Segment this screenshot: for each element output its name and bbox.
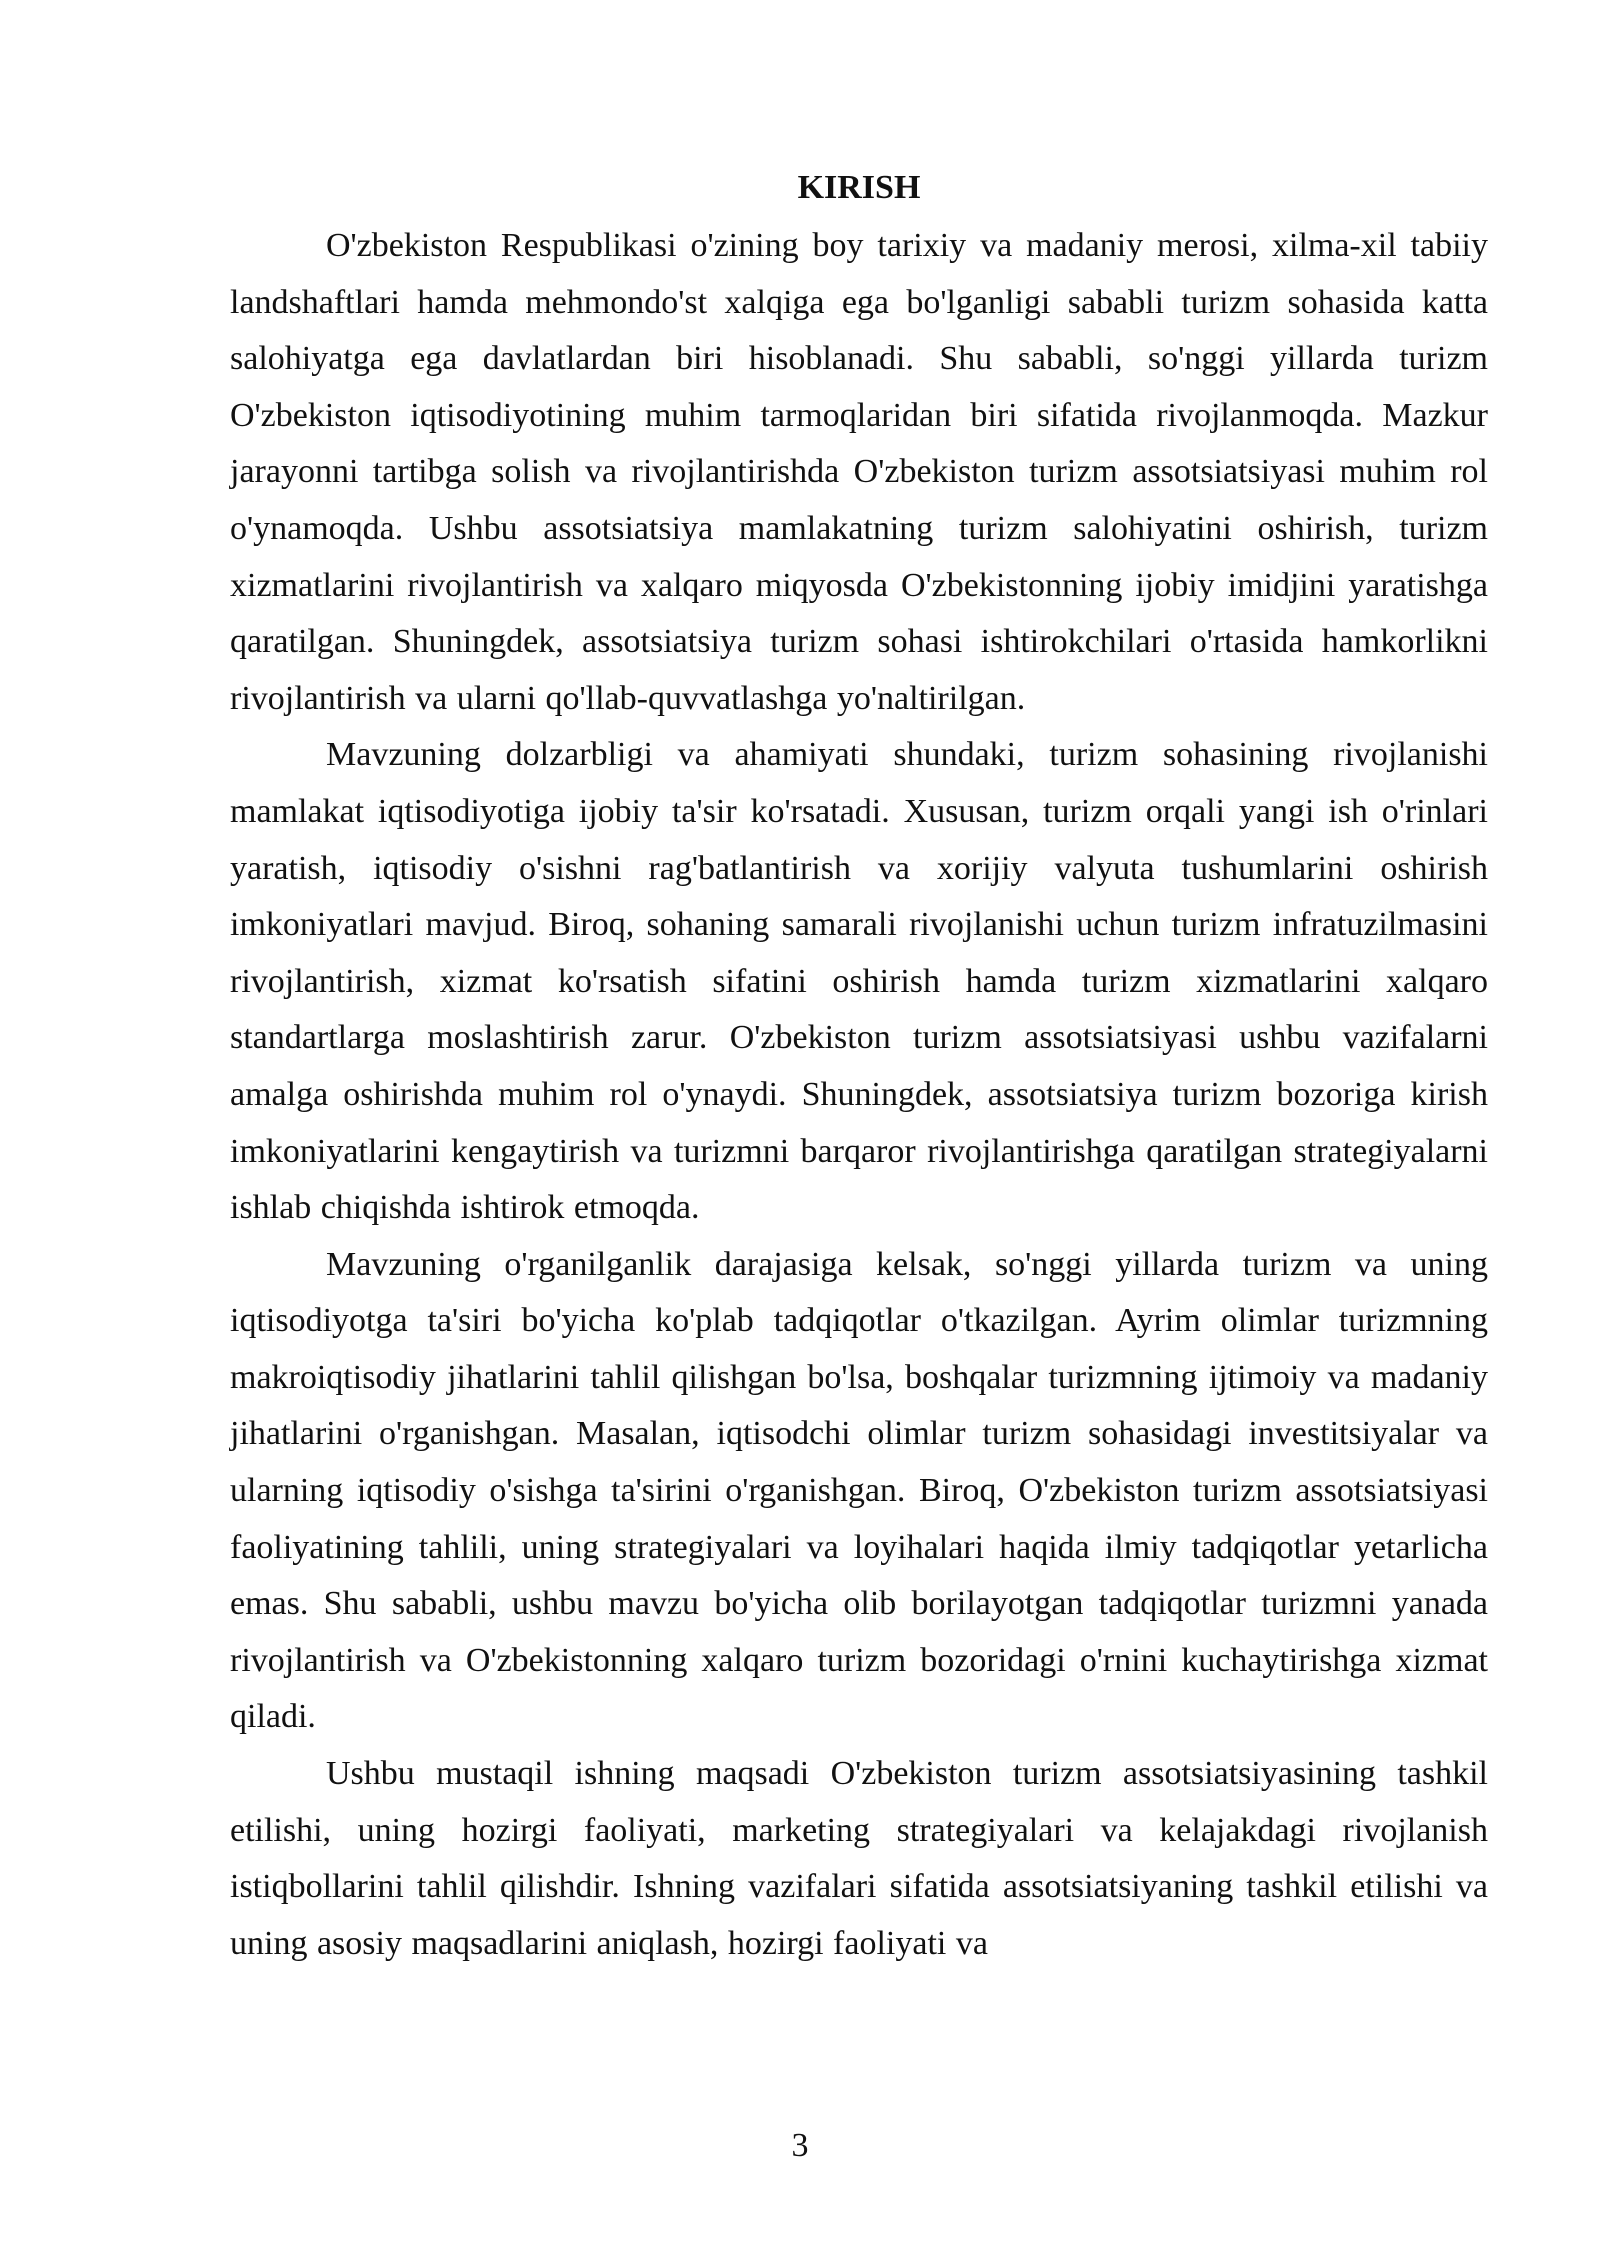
paragraph-goal: Ushbu mustaqil ishning maqsadi O'zbekiston turizm assotsiatsiyasining tashkil etilishi, uning hozirgi faoliyati, marketing strategiyalari va kelajakdagi rivojlanish istiqbollarini tahlil qilishdir. Ishning vazifalari sifatida assotsiatsiyaning tashkil etilishi va uning asosiy maqsadlarini aniqlash, hozirgi faoliyati va (230, 1755, 1488, 1962)
page-number: 3 (791, 2127, 809, 2164)
paragraph-introduction: O'zbekiston Respublikasi o'zining boy tarixiy va madaniy merosi, xilma-xil tabiiy landshaftlari hamda mehmondo'st xalqiga ega bo'lganligi sababli turizm sohasida katta salohiyatga ega davlatlardan biri hisoblanadi. Shu sababli, so'nggi yillarda turizm O'zbekiston iqtisodiyotining muhim tarmoqlaridan biri sifatida rivojlanmoqda. Mazkur jarayonni tartibga solish va rivojlantirishda O'zbekiston turizm assotsiatsiyasi muhim rol o'ynamoqda. Ushbu assotsiatsiya mamlakatning turizm salohiyatini oshirish, turizm xizmatlarini rivojlantirish va xalqaro miqyosda O'zbekistonning ijobiy imidjini yaratishga qaratilgan. Shuningdek, assotsiatsiya turizm sohasi ishtirokchilari o'rtasida hamkorlikni rivojlantirish va ularni qo'llab-quvvatlashga yo'naltirilgan. (230, 227, 1488, 717)
paragraph-study-level: Mavzuning o'rganilganlik darajasiga kelsak, so'nggi yillarda turizm va uning iqtisodiyotga ta'siri bo'yicha ko'plab tadqiqotlar o'tkazilgan. Ayrim olimlar turizmning makroiqtisodiy jihatlarini tahlil qilishgan bo'lsa, boshqalar turizmning ijtimoiy va madaniy jihatlarini o'rganishgan. Masalan, iqtisodchi olimlar turizm sohasidagi investitsiyalar va ularning iqtisodiy o'sishga ta'sirini o'rganishgan. Biroq, O'zbekiston turizm assotsiatsiyasi faoliyatining tahlili, uning strategiyalari va loyihalari haqida ilmiy tadqiqotlar yetarlicha emas. Shu sababli, ushbu mavzu bo'yicha olib borilayotgan tadqiqotlar turizmni yanada rivojlantirish va O'zbekistonning xalqaro turizm bozoridagi o'rnini kuchaytirishga xizmat qiladi. (230, 1245, 1488, 1736)
paragraph-relevance: Mavzuning dolzarbligi va ahamiyati shundaki, turizm sohasining rivojlanishi mamlakat iqtisodiyotiga ijobiy ta'sir ko'rsatadi. Xususan, turizm orqali yangi ish o'rinlari yaratish, iqtisodiy o'sishni rag'batlantirish va xorijiy valyuta tushumlarini oshirish imkoniyatlari mavjud. Biroq, sohaning samarali rivojlanishi uchun turizm infratuzilmasini rivojlantirish, xizmat ko'rsatish sifatini oshirish hamda turizm xizmatlarini xalqaro standartlarga moslashtirish zarur. O'zbekiston turizm assotsiatsiyasi ushbu vazifalarni amalga oshirishda muhim rol o'ynaydi. Shuningdek, assotsiatsiya turizm bozoriga kirish imkoniyatlarini kengaytirish va turizmni barqaror rivojlantirishga qaratilgan strategiyalarni ishlab chiqishda ishtirok etmoqda. (230, 736, 1488, 1227)
section-heading: KIRISH (797, 169, 921, 206)
document-page (230, 160, 1488, 1972)
